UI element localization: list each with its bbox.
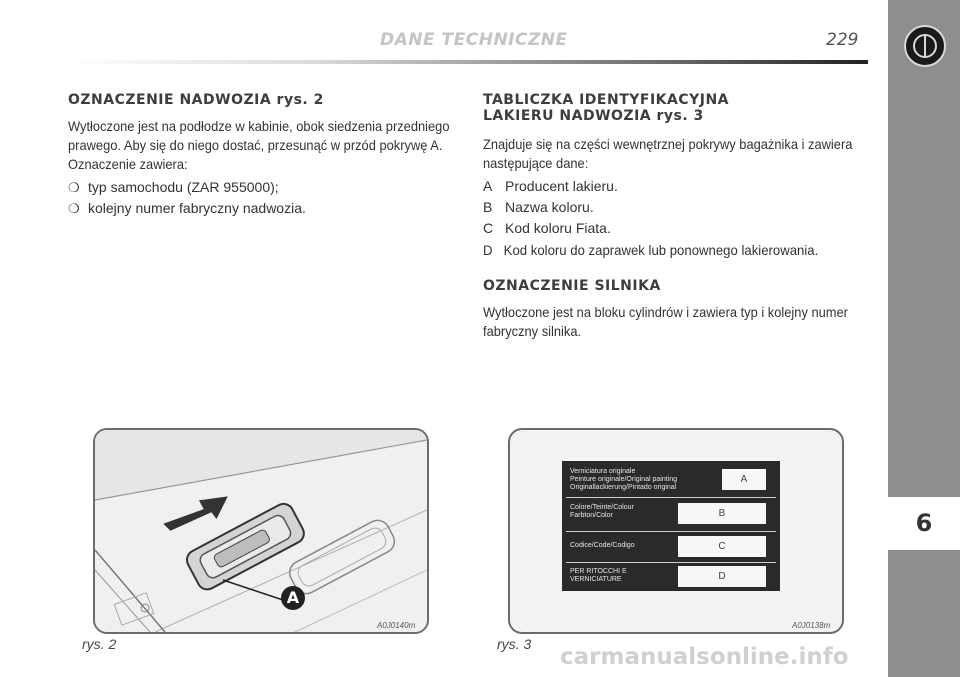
list-item bbox=[483, 241, 818, 260]
header-rule bbox=[68, 60, 868, 64]
plate-divider bbox=[566, 562, 776, 563]
paint-plate-heading bbox=[483, 92, 729, 124]
plate-divider bbox=[566, 497, 776, 498]
list-item-text: kolejny numer fabryczny nadwozia. bbox=[88, 200, 306, 216]
figure-code: A0J0140m bbox=[377, 621, 416, 630]
para-line: Wytłoczone jest na bloku cylindrów i zawiera typ i kolejny numer bbox=[483, 304, 848, 320]
chapter-sidebar bbox=[888, 0, 960, 677]
para-line: Wytłoczone jest na podłodze w kabinie, obok siedzenia przedniego bbox=[68, 118, 450, 134]
list-item-text: typ samochodu (ZAR 955000); bbox=[88, 179, 279, 195]
list-item bbox=[483, 219, 611, 238]
plate-label bbox=[570, 468, 677, 492]
paint-plate-paragraph bbox=[483, 135, 852, 173]
callout-a-marker: A bbox=[281, 586, 305, 610]
item-text: Kod koloru Fiata. bbox=[505, 220, 611, 236]
item-text: Nazwa koloru. bbox=[505, 199, 594, 215]
plate-label-line: Originallackierung/Pintado original bbox=[570, 484, 677, 491]
list-item bbox=[68, 199, 306, 218]
plate-label-line: VERNICIATURE bbox=[570, 576, 622, 583]
engine-marking-paragraph bbox=[483, 303, 848, 341]
item-letter: B bbox=[483, 199, 493, 215]
heading-line: TABLICZKA IDENTYFIKACYJNA bbox=[483, 92, 730, 108]
plate-value-box: D bbox=[678, 566, 766, 587]
brand-logo-icon bbox=[904, 25, 946, 67]
para-line: Oznaczenie zawiera: bbox=[68, 156, 188, 172]
plate-label-line: Colore/Teinte/Colour bbox=[570, 504, 634, 511]
para-line: prawego. Aby się do niego dostać, przesunąć w przód pokrywę A. bbox=[68, 137, 443, 153]
figure-paint-plate bbox=[508, 428, 844, 634]
item-text: Producent lakieru. bbox=[505, 178, 618, 194]
para-line: następujące dane: bbox=[483, 155, 589, 171]
para-line: Znajduje się na części wewnętrznej pokrywy bagażnika i zawiera bbox=[483, 136, 853, 152]
list-item bbox=[483, 198, 594, 217]
item-letter: C bbox=[483, 220, 494, 236]
bullet-circle-icon: ❍ bbox=[68, 201, 80, 216]
section-title: DANE TECHNICZNE bbox=[380, 30, 568, 50]
plate-label bbox=[570, 568, 627, 584]
plate-label-line: Verniciatura originale bbox=[570, 468, 636, 475]
chapter-tab[interactable]: 6 bbox=[888, 497, 960, 550]
bullet-circle-icon: ❍ bbox=[68, 180, 80, 195]
plate-row bbox=[562, 534, 780, 560]
para-line: fabryczny silnika. bbox=[483, 323, 582, 339]
engine-marking-heading: OZNACZENIE SILNIKA bbox=[483, 278, 661, 294]
figure-code: A0J0138m bbox=[792, 621, 831, 630]
figure-caption: rys. 2 bbox=[82, 636, 117, 652]
plate-row bbox=[562, 466, 780, 496]
heading-line: LAKIERU NADWOZIA rys. 3 bbox=[483, 108, 704, 124]
list-item bbox=[68, 178, 279, 197]
figure-caption: rys. 3 bbox=[497, 636, 532, 652]
floor-cover-illustration bbox=[95, 430, 427, 632]
plate-row bbox=[562, 565, 780, 589]
plate-value-box: C bbox=[678, 536, 766, 557]
page-number: 229 bbox=[826, 30, 859, 50]
body-marking-paragraph bbox=[68, 117, 450, 174]
plate-value-box: B bbox=[678, 503, 766, 524]
list-item bbox=[483, 177, 618, 196]
plate-label-line: PER RITOCCHI E bbox=[570, 568, 627, 575]
figure-body-marking bbox=[93, 428, 429, 634]
plate-label-line: Peinture originale/Original painting bbox=[570, 476, 678, 483]
plate-label bbox=[570, 504, 634, 520]
watermark: carmanualsonline.info bbox=[560, 644, 849, 670]
plate-label-line: Farbton/Color bbox=[570, 512, 613, 519]
body-marking-heading: OZNACZENIE NADWOZIA rys. 2 bbox=[68, 92, 324, 108]
plate-label bbox=[570, 542, 635, 550]
item-letter: A bbox=[483, 178, 493, 194]
plate-row bbox=[562, 501, 780, 529]
plate-divider bbox=[566, 531, 776, 532]
plate-label-line: Codice/Code/Codigo bbox=[570, 542, 635, 549]
item-letter: D bbox=[483, 242, 493, 258]
plate-value-box: A bbox=[722, 469, 766, 490]
paint-identification-plate bbox=[562, 461, 780, 591]
item-text: Kod koloru do zaprawek lub ponownego lakierowania. bbox=[503, 242, 819, 258]
